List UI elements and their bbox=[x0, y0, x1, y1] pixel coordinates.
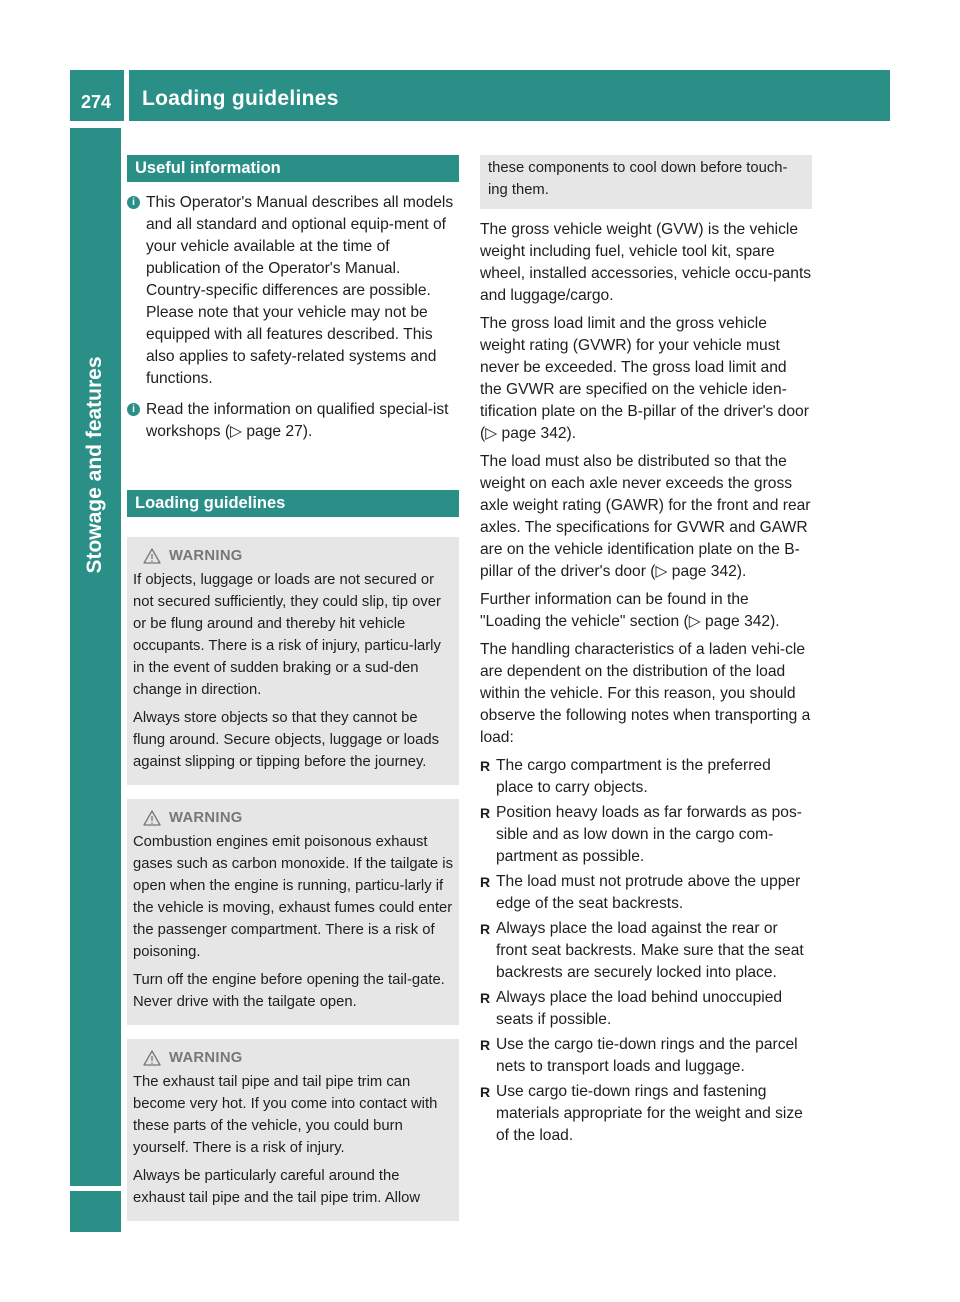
bullet-icon: R bbox=[480, 805, 491, 821]
left-column bbox=[127, 155, 459, 1235]
bullet-icon: R bbox=[480, 874, 491, 890]
loading-guidelines-heading: Loading guidelines bbox=[127, 490, 459, 517]
warning-box bbox=[127, 537, 459, 785]
header-separator bbox=[124, 70, 129, 121]
list-item bbox=[480, 918, 812, 984]
list-item-text: The cargo compartment is the preferred place to carry objects. bbox=[496, 757, 771, 796]
bullet-icon: R bbox=[480, 1037, 491, 1053]
warning-paragraph: The exhaust tail pipe and tail pipe trim can become very hot. If you come into contact with these parts of the vehicle, you could burn yourself. There is a risk of injury. bbox=[133, 1074, 438, 1156]
body-paragraph: The load must also be distributed so that the weight on each axle never exceeds the gross axle weight rating (GAWR) for the front and rear axles. The specifications for GVWR and GAWR are on the vehicle identification plate on the B-pillar of the driver's door (▷ page 342). bbox=[480, 453, 811, 580]
warning-title: WARNING bbox=[169, 548, 243, 564]
warning-triangle-icon bbox=[143, 548, 161, 564]
body-paragraph: The handling characteristics of a laden vehi-cle are dependent on the distribution of the load within the vehicle. For this reason, you should observe the following notes when transporting a load: bbox=[480, 641, 811, 746]
list-item-text: The load must not protrude above the upper edge of the seat backrests. bbox=[496, 873, 801, 912]
list-item bbox=[480, 987, 812, 1031]
list-item bbox=[480, 1034, 812, 1078]
side-tab-block bbox=[70, 1191, 121, 1232]
info-note-text: This Operator's Manual describes all models and all standard and optional equip-ment of your vehicle available at the time of publication of the Operator's Manual. Country-specific differences are possible. Please note that your vehicle may not be equipped with all features described. This also applies to safety-related systems and functions. bbox=[146, 194, 454, 387]
warning-title: WARNING bbox=[169, 1050, 243, 1066]
bullet-icon: R bbox=[480, 758, 491, 774]
info-note bbox=[127, 399, 459, 443]
body-paragraph: Further information can be found in the "Loading the vehicle" section (▷ page 342). bbox=[480, 591, 780, 630]
list-item bbox=[480, 1081, 812, 1147]
warning-continuation bbox=[480, 155, 812, 209]
page-title: Loading guidelines bbox=[142, 87, 339, 110]
chapter-label: Stowage and features bbox=[83, 356, 106, 574]
warning-paragraph: Always be particularly careful around the exhaust tail pipe and the tail pipe trim. Allow bbox=[133, 1168, 421, 1206]
right-column bbox=[480, 155, 812, 1150]
warning-paragraph: Always store objects so that they cannot be flung around. Secure objects, luggage or loads against slipping or tipping before the journey. bbox=[133, 710, 440, 770]
bullet-icon: R bbox=[480, 1084, 491, 1100]
info-note-text: Read the information on qualified special-ist workshops (▷ page 27). bbox=[146, 401, 449, 440]
info-icon: i bbox=[127, 196, 140, 209]
warning-paragraph: Combustion engines emit poisonous exhaust gases such as carbon monoxide. If the tailgate is open when the engine is running, particu-larly if the vehicle is moving, exhaust fumes could enter the passenger compartment. There is a risk of poisoning. bbox=[133, 834, 453, 960]
info-note bbox=[127, 192, 459, 390]
warning-triangle-icon bbox=[143, 1050, 161, 1066]
warning-triangle-icon bbox=[143, 810, 161, 826]
bullet-icon: R bbox=[480, 990, 491, 1006]
list-item-text: Use the cargo tie-down rings and the parcel nets to transport loads and luggage. bbox=[496, 1036, 798, 1075]
warning-box bbox=[127, 799, 459, 1025]
body-paragraph: The gross load limit and the gross vehicle weight rating (GVWR) for your vehicle must never be exceeded. The gross load limit and the GVWR are specified on the vehicle iden-tification plate on the B-pillar of the driver's door (▷ page 342). bbox=[480, 315, 809, 442]
list-item bbox=[480, 755, 812, 799]
bullet-icon: R bbox=[480, 921, 491, 937]
list-item-text: Always place the load behind unoccupied seats if possible. bbox=[496, 989, 783, 1028]
list-item bbox=[480, 871, 812, 915]
warning-box bbox=[127, 1039, 459, 1221]
list-item-text: Use cargo tie-down rings and fastening materials appropriate for the weight and size of the load. bbox=[496, 1083, 803, 1144]
list-item-text: Position heavy loads as far forwards as pos-sible and as low down in the cargo com-partment as possible. bbox=[496, 804, 802, 865]
warning-title: WARNING bbox=[169, 810, 243, 826]
warning-paragraph: Turn off the engine before opening the tail-gate. Never drive with the tailgate open. bbox=[133, 972, 445, 1010]
list-item-text: Always place the load against the rear or front seat backrests. Make sure that the seat backrests are securely locked into place. bbox=[496, 920, 804, 981]
body-paragraph: The gross vehicle weight (GVW) is the vehicle weight including fuel, vehicle tool kit, spare wheel, installed accessories, vehicle occu-pants and luggage/cargo. bbox=[480, 221, 812, 304]
list-item bbox=[480, 802, 812, 868]
info-icon: i bbox=[127, 403, 140, 416]
useful-information-heading: Useful information bbox=[127, 155, 459, 182]
warning-paragraph: If objects, luggage or loads are not secured or not secured sufficiently, they could slip, tip over or be flung around and thereby hit vehicle occupants. There is a risk of injury, particu-larly in the event of sudden braking or a sud-den change in direction. bbox=[133, 572, 441, 698]
side-tab bbox=[70, 128, 121, 1186]
page-number: 274 bbox=[80, 92, 112, 112]
warning-continuation-text: these components to cool down before touch-ing them. bbox=[488, 160, 788, 198]
